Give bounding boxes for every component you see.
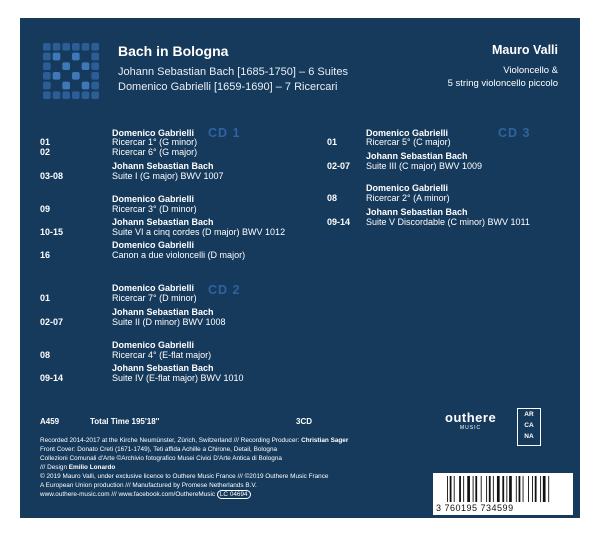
subtitle-bach: Johann Sebastian Bach [1685-1750] – 6 Suites — [118, 66, 348, 78]
cd1-work: Ricercar 6° (G major) — [112, 147, 198, 157]
cd1-work: Suite I (G major) BWV 1007 — [112, 171, 224, 181]
cd3-composer: Johann Sebastian Bach — [366, 151, 468, 161]
cd2-work: Suite II (D minor) BWV 1008 — [112, 317, 226, 327]
cd3-label: CD 3 — [498, 126, 531, 140]
cd1-composer: Johann Sebastian Bach — [112, 217, 214, 227]
cd3-work: Ricercar 2° (A minor) — [366, 193, 450, 203]
cd2-work: Ricercar 4° (E-flat major) — [112, 350, 212, 360]
barcode-digits: 3 760195 734599 — [436, 503, 514, 513]
outhere-logo-text: outhere — [445, 410, 497, 425]
credits-cover: Front Cover: Donato Creti (1671-1749), Teti affida Achille a Chirone, Detail, Bologna — [40, 446, 278, 453]
arcana-logo — [517, 408, 541, 446]
cd2-track-num: 02-07 — [40, 317, 64, 327]
barcode-bars-icon — [447, 476, 567, 502]
cd3-track-num: 01 — [327, 137, 338, 147]
cd1-work: Canon a due violoncelli (D major) — [112, 250, 246, 260]
cd1-composer: Johann Sebastian Bach — [112, 161, 214, 171]
cd1-composer: Domenico Gabrielli — [112, 128, 195, 138]
credits-web-text: www.outhere-music.com /// www.facebook.com/OuthereMusic — [40, 491, 216, 498]
cd3-work: Suite III (C major) BWV 1009 — [366, 161, 483, 171]
cd3-track-num: 02-07 — [327, 161, 351, 171]
cd1-track-num: 03-08 — [40, 171, 64, 181]
cd1-label: CD 1 — [208, 126, 241, 140]
credits-designer: Emilio Lonardo — [68, 464, 116, 471]
cd1-track-num: 01 — [40, 137, 51, 147]
cd2-composer: Johann Sebastian Bach — [112, 307, 214, 317]
credits-producer: Christian Sager — [301, 437, 349, 444]
cd2-composer: Domenico Gabrielli — [112, 340, 195, 350]
checker-logo-icon — [42, 42, 100, 100]
credits-recording-text: Recorded 2014-2017 at the Kirche Neumünster, Zürich, Switzerland /// Recording Producer: — [40, 437, 302, 444]
cd3-track-num: 09-14 — [327, 217, 351, 227]
barcode — [433, 473, 573, 515]
credits-web — [40, 490, 251, 499]
cd3-composer: Domenico Gabrielli — [366, 183, 449, 193]
total-time: Total Time 195'18'' — [90, 417, 160, 426]
cd3-work: Suite V Discordable (C minor) BWV 1011 — [366, 217, 530, 227]
arcana-logo-line: AR — [524, 411, 534, 418]
cd1-track-num: 09 — [40, 204, 51, 214]
credits-production: A European Union production /// Manufactured by Promese Netherlands B.V. — [40, 482, 257, 489]
instrument-line-2: 5 string violoncello piccolo — [447, 78, 558, 89]
cd2-label: CD 2 — [208, 283, 241, 297]
cd3-composer: Domenico Gabrielli — [366, 128, 449, 138]
format: 3CD — [296, 417, 313, 426]
arcana-logo-line: CA — [524, 422, 534, 429]
cd3-track-num: 08 — [327, 193, 338, 203]
artist-name: Mauro Valli — [492, 43, 558, 57]
cd1-track-num: 02 — [40, 147, 51, 157]
cd2-track-num: 08 — [40, 350, 51, 360]
cd1-work: Suite VI a cinq cordes (D major) BWV 1012 — [112, 227, 286, 237]
subtitle-gabrielli: Domenico Gabrielli [1659-1690] – 7 Ricercari — [118, 81, 338, 93]
credits-design-text: /// Design — [40, 464, 69, 471]
cd1-track-num: 10-15 — [40, 227, 64, 237]
outhere-logo-sub: MUSIC — [460, 425, 482, 431]
album-title: Bach in Bologna — [118, 43, 229, 59]
credits-copyright: © 2019 Mauro Valli, under exclusive licence to Outhere Music France /// ©2019 Outhere Music France — [40, 473, 329, 480]
catalog-number: A459 — [40, 417, 60, 426]
cd3-composer: Johann Sebastian Bach — [366, 207, 468, 217]
cd1-composer: Domenico Gabrielli — [112, 240, 195, 250]
cd1-work: Ricercar 1° (G minor) — [112, 137, 198, 147]
credits-design — [40, 463, 115, 472]
back-cover-panel — [20, 18, 580, 518]
credits-collection: Collezioni Comunali d'Arte ©Archivio fotografico Musei Civici D'Arte Antica di Bologna — [40, 455, 282, 462]
cd1-composer: Domenico Gabrielli — [112, 194, 195, 204]
cd3-work: Ricercar 5° (C major) — [366, 137, 451, 147]
credits-recording — [40, 436, 348, 445]
arcana-logo-line: NA — [524, 433, 534, 440]
cd2-track-num: 09-14 — [40, 373, 64, 383]
cd1-work: Ricercar 3° (D minor) — [112, 204, 197, 214]
cd2-work: Suite IV (E-flat major) BWV 1010 — [112, 373, 244, 383]
instrument-line-1: Violoncello & — [503, 65, 558, 76]
cd2-composer: Johann Sebastian Bach — [112, 363, 214, 373]
cd2-track-num: 01 — [40, 293, 51, 303]
cd1-track-num: 16 — [40, 250, 51, 260]
outhere-logo — [445, 410, 496, 431]
cd2-composer: Domenico Gabrielli — [112, 283, 195, 293]
cd2-work: Ricercar 7° (D minor) — [112, 293, 197, 303]
label-code-badge: LC 04694 — [217, 490, 251, 499]
